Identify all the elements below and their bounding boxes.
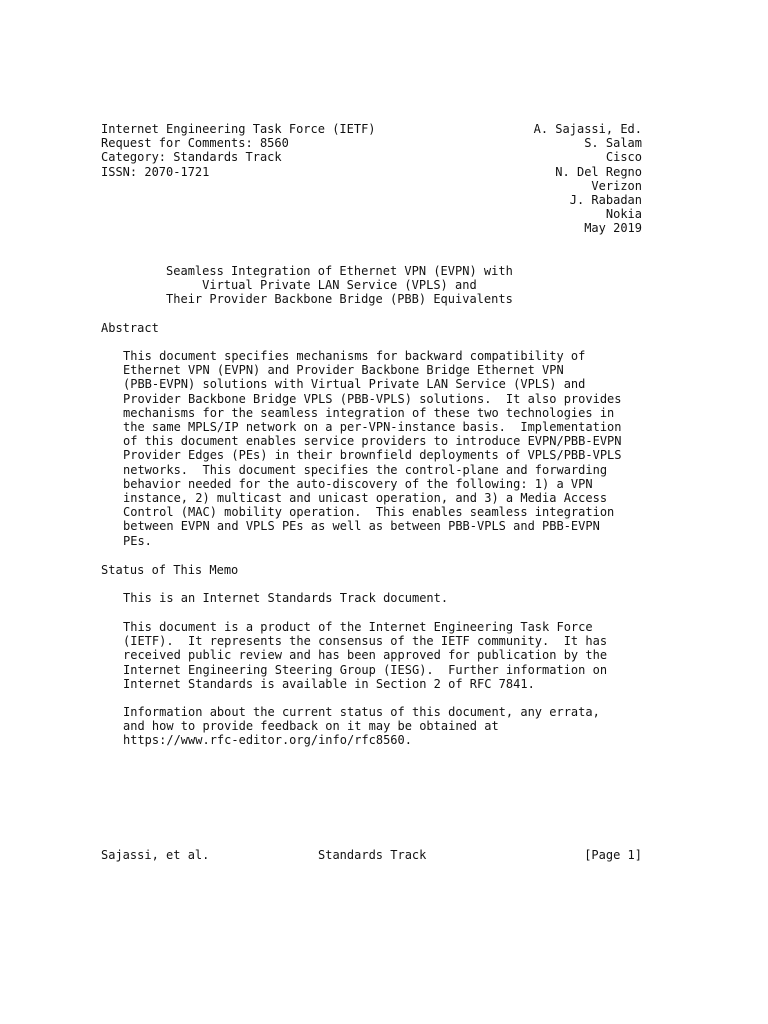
- abstract-heading: Abstract: [101, 321, 159, 335]
- author-list: A. Sajassi, Ed. S. Salam Cisco N. Del Regno Verizon J. Rabadan Nokia May 2019: [533, 122, 642, 236]
- footer-authors: Sajassi, et al.: [101, 848, 210, 862]
- page-number: [Page 1]: [584, 848, 642, 862]
- status-heading: Status of This Memo: [101, 563, 239, 577]
- footer-category: Standards Track: [318, 848, 427, 862]
- status-paragraph-2: This document is a product of the Internet Engineering Task Force (IETF). It represents the consensus of the IETF community. It has received public review and has been approved for publication by the Internet Engineering Steering Group (IESG). Further information on Internet Standards is available in Section 2 of RFC 7841.: [123, 620, 608, 691]
- status-paragraph-3: Information about the current status of this document, any errata, and how to provide feedback on it may be obtained at https://www.rfc-editor.org/info/rfc8560.: [123, 705, 600, 748]
- header-left-block: Internet Engineering Task Force (IETF) Request for Comments: 8560 Category: Standards Track ISSN: 2070-1721: [101, 122, 376, 179]
- document-title: Seamless Integration of Ethernet VPN (EVPN) with Virtual Private LAN Service (VPLS) and Their Provider Backbone Bridge (PBB) Equivalents: [166, 264, 513, 307]
- abstract-body: This document specifies mechanisms for backward compatibility of Ethernet VPN (EVPN) and Provider Backbone Bridge Ethernet VPN (PBB-EVPN) solutions with Virtual Private LAN Service (VPLS) and Provider Backbone Bridge VPLS (PBB-VPLS) solutions. It also provides mechanisms for the seamless integration of these two technologies in the same MPLS/IP network on a per-VPN-instance basis. Implementation of this document enables service providers to introduce EVPN/PBB-EVPN Provider Edges (PEs) in their brownfield deployments of VPLS/PBB-VPLS networks. This document specifies the control-plane and forwarding behavior needed for the auto-discovery of the following: 1) a VPN instance, 2) multicast and unicast operation, and 3) a Media Access Control (MAC) mobility operation. This enables seamless integration between EVPN and VPLS PEs as well as between PBB-VPLS and PBB-EVPN PEs.: [123, 349, 622, 548]
- status-paragraph-1: This is an Internet Standards Track document.: [123, 591, 449, 605]
